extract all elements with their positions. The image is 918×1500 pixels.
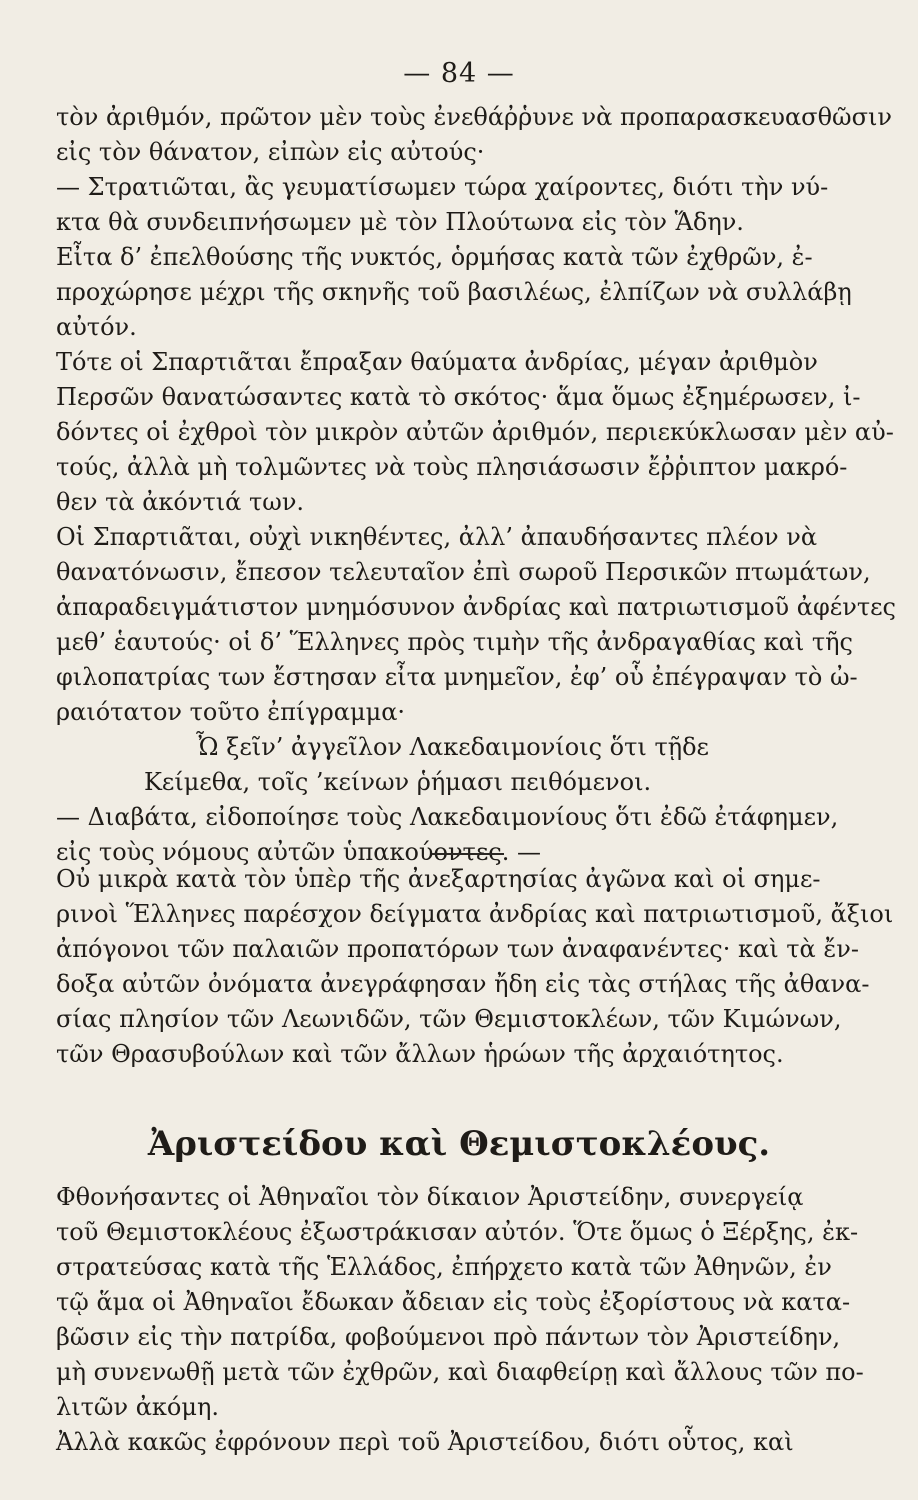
text-line: θεν τὰ ἀκόντιά των. <box>56 488 305 516</box>
text-line: τοῦ Θεμιστοκλέους ἐξωστράκισαν αὐτόν. Ὅτε ὅμως ὁ Ξέρξης, ἐκ- <box>56 1218 859 1246</box>
page-number: — 84 — <box>403 58 515 89</box>
text-line: δόντες οἱ ἐχθροὶ τὸν μικρὸν αὐτῶν ἀριθμόν, περιεκύκλωσαν μὲν αὐ- <box>56 418 894 446</box>
text-line: — Στρατιῶται, ἂς γευματίσωμεν τώρα χαίροντες, διότι τὴν νύ- <box>56 173 829 201</box>
text-line: τούς, ἀλλὰ μὴ τολμῶντες νὰ τοὺς πλησιάσωσιν ἔῤῥιπτον μακρό- <box>56 453 848 481</box>
text-line: δοξα αὐτῶν ὀνόματα ἀνεγράφησαν ἤδη εἰς τὰς στήλας τῆς ἀθανα- <box>56 970 870 998</box>
text-line: φιλοπατρίας των ἔστησαν εἶτα μνημεῖον, ἐφ’ οὗ ἐπέγραψαν τὸ ὠ- <box>56 663 858 691</box>
text-line: Οἱ Σπαρτιᾶται, οὐχὶ νικηθέντες, ἀλλ’ ἀπαυδήσαντες πλέον νὰ <box>56 523 818 551</box>
text-line: στρατεύσας κατὰ τῆς Ἑλλάδος, ἐπήρχετο κατὰ τῶν Ἀθηνῶν, ἐν <box>56 1253 832 1281</box>
text-line: αὐτόν. <box>56 313 137 341</box>
text-line: ἀπαραδειγμάτιστον μνημόσυνον ἀνδρίας καὶ πατριωτισμοῦ ἀφέντες <box>56 593 896 621</box>
text-line: λιτῶν ἀκόμη. <box>56 1393 219 1421</box>
text-line: προχώρησε μέχρι τῆς σκηνῆς τοῦ βασιλέως, ἐλπίζων νὰ συλλάβῃ <box>56 278 852 306</box>
text-line: ρινοὶ Ἕλληνες παρέσχον δείγματα ἀνδρίας καὶ πατριωτισμοῦ, ἄξιοι <box>56 900 894 928</box>
section-title: Ἀριστείδου καὶ Θεμιστοκλέους. <box>147 1124 771 1164</box>
epigram-line: Κείμεθα, τοῖς ’κείνων ῥήμασι πειθόμενοι. <box>144 768 652 796</box>
text-block-top <box>56 100 896 870</box>
epigram-line: Ὦ ξεῖν’ ἀγγεῖλον Λακεδαιμονίοις ὅτι τῇδε <box>196 733 709 761</box>
text-line: Εἶτα δ’ ἐπελθούσης τῆς νυκτός, ὁρμήσας κατὰ τῶν ἐχθρῶν, ἐ- <box>56 243 813 271</box>
text-line: βῶσιν εἰς τὴν πατρίδα, φοβούμενοι πρὸ πάντων τὸν Ἀριστείδην, <box>56 1323 841 1351</box>
text-block-middle <box>56 862 894 1072</box>
text-line: ραιότατον τοῦτο ἐπίγραμμα· <box>56 698 406 726</box>
text-line: κτα θὰ συνδειπνήσωμεν μὲ τὸν Πλούτωνα εἰς τὸν Ἅδην. <box>56 208 744 236</box>
section-divider <box>432 853 504 855</box>
text-line: εἰς τοὺς νόμους αὐτῶν ὑπακούοντες. — <box>56 838 541 866</box>
text-line: Οὐ μικρὰ κατὰ τὸν ὑπὲρ τῆς ἀνεξαρτησίας ἀγῶνα καὶ οἱ σημε- <box>56 865 821 893</box>
text-line: μεθ’ ἑαυτούς· οἱ δ’ Ἕλληνες πρὸς τιμὴν τῆς ἀνδραγαθίας καὶ τῆς <box>56 628 853 656</box>
text-line: εἰς τὸν θάνατον, εἰπὼν εἰς αὐτούς· <box>56 138 485 166</box>
text-line: θανατόνωσιν, ἔπεσον τελευταῖον ἐπὶ σωροῦ Περσικῶν πτωμάτων, <box>56 558 871 586</box>
text-line: τῶν Θρασυβούλων καὶ τῶν ἄλλων ἡρώων τῆς ἀρχαιότητος. <box>56 1040 784 1068</box>
text-block-section <box>56 1180 864 1460</box>
text-line: ἀπόγονοι τῶν παλαιῶν προπατόρων των ἀναφανέντες· καὶ τὰ ἔν- <box>56 935 859 963</box>
text-line: σίας πλησίον τῶν Λεωνιδῶν, τῶν Θεμιστοκλέων, τῶν Κιμώνων, <box>56 1005 842 1033</box>
text-line: Τότε οἱ Σπαρτιᾶται ἔπραξαν θαύματα ἀνδρίας, μέγαν ἀριθμὸν <box>56 348 818 376</box>
text-line: Ἀλλὰ κακῶς ἐφρόνουν περὶ τοῦ Ἀριστείδου, διότι οὗτος, καὶ <box>56 1428 794 1456</box>
text-line: Περσῶν θανατώσαντες κατὰ τὸ σκότος· ἅμα ὅμως ἐξημέρωσεν, ἰ- <box>56 383 861 411</box>
text-line: τὸν ἀριθμόν, πρῶτον μὲν τοὺς ἐνεθάῤῥυνε νὰ προπαρασκευασθῶσιν <box>56 103 892 131</box>
text-line: — Διαβάτα, εἰδοποίησε τοὺς Λακεδαιμονίους ὅτι ἐδῶ ἐτάφημεν, <box>56 803 839 831</box>
text-line: μὴ συνενωθῇ μετὰ τῶν ἐχθρῶν, καὶ διαφθείρῃ καὶ ἄλλους τῶν πο- <box>56 1358 864 1386</box>
text-line: Φθονήσαντες οἱ Ἀθηναῖοι τὸν δίκαιον Ἀριστείδην, συνεργείᾳ <box>56 1183 804 1211</box>
text-line: τῷ ἅμα οἱ Ἀθηναῖοι ἔδωκαν ἄδειαν εἰς τοὺς ἐξορίστους νὰ κατα- <box>56 1288 851 1316</box>
